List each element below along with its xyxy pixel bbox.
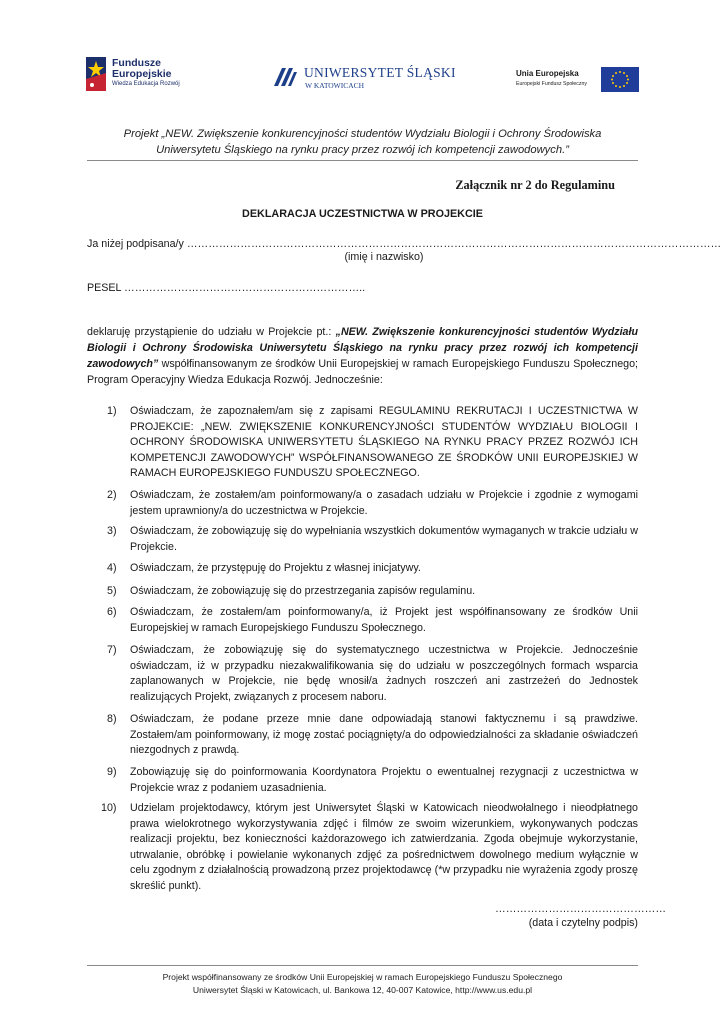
fe-star-icon (86, 57, 106, 91)
item-text: Udzielam projektodawcy, którym jest Uniwersytet Śląski w Katowicach nieodwołalnego i nieodpłatnego prawa wielokrotnego wykorzystywania zdjęć i filmów ze swoim wizerunkiem, wykonywanych podczas realizacji projektu, bez konieczności każdorazowego ich zatwierdzania. Zgoda obejmuje wykorzystanie, utrwalanie, obróbkę i powielanie wykonanych zdjęć za pośrednictwem dowolnego medium wyłącznie w celu zgodnym z działalnością prowadzoną przez projektodawcę (*w przypadku nie wyrażenia zgody proszę skreślić punkt). (130, 802, 638, 892)
footer-line2: Uniwersytet Śląski w Katowicach, ul. Bankowa 12, 40-007 Katowice, http://www.us.edu.pl (192, 985, 533, 995)
item-number: 9) (107, 766, 117, 778)
item-number: 3) (107, 525, 117, 537)
item-text: Zobowiązuję się do poinformowania Koordynatora Projektu o ewentualnej rezygnacji z uczestnictwa w Projekcie wraz z podaniem uzasadnienia. (130, 766, 638, 794)
fe-subtitle: Wiedza Edukacja Rozwój (112, 81, 180, 87)
project-header (90, 127, 635, 158)
item-text: Oświadczam, że zobowiązuję się do systematycznego uczestnictwa w Projekcie. Jednocześnie oświadczam, iż w przypadku niezakwalifikowania się do udziału w poszczególnych formach wsparcia zaplanowanych w Projekcie, nie będę wnosił/a żadnych roszczeń ani zastrzeżeń do Jednostek realizujących Projekt, związanych z procesem naboru. (130, 644, 638, 703)
item-number: 1) (107, 405, 117, 417)
header-divider (87, 160, 638, 161)
header-line2: Uniwersytetu Śląskiego na rynku pracy przez rozwój ich kompetencji zawodowych.” (156, 143, 569, 156)
fe-logo-text (112, 58, 172, 80)
pesel-field-line: PESEL ………………………………………………………….. (87, 282, 366, 294)
item-number: 5) (107, 585, 117, 597)
item-number: 10) (101, 802, 117, 814)
item-text: Oświadczam, że przystępuję do Projektu z własnej inicjatywy. (130, 562, 421, 574)
fundusze-europejskie-logo (86, 57, 196, 93)
item-number: 2) (107, 489, 117, 501)
item-number: 4) (107, 562, 117, 574)
signature-line: ………………………………………… (495, 903, 666, 915)
page-footer (87, 971, 638, 997)
intro-project-name: „NEW. Zwiększenie konkurencyjności studentów Wydziału Biologii i Ochrony Środowiska Uniwersytetu Śląskiego na rynku pracy przez rozwój ich kompetencji zawodowych” (87, 326, 638, 370)
footer-line1: Projekt współfinansowany ze środków Unii Europejskiej w ramach Europejskiego Funduszu Społecznego (162, 972, 563, 982)
item-text: Oświadczam, że podane przeze mnie dane odpowiadają stanowi faktycznemu i są prawdziwe. Zostałem/am poinformowany, iż mogę zostać pociągnięty/a do odpowiedzialności za składanie oświadczeń niezgodnych z prawdą. (130, 713, 638, 756)
eu-subtitle: Europejski Fundusz Społeczny (516, 81, 587, 87)
footer-divider (87, 965, 638, 966)
name-field-line: Ja niżej podpisana/y …………………………………………………………………………………………………………………………………… (87, 238, 722, 250)
annex-label: Załącznik nr 2 do Regulaminu (455, 178, 615, 192)
item-text: Oświadczam, że zobowiązuję się do przestrzegania zapisów regulaminu. (130, 585, 476, 597)
document-title: DEKLARACJA UCZESTNICTWA W PROJEKCIE (242, 208, 483, 220)
university-emblem-icon (272, 66, 298, 90)
item-number: 8) (107, 713, 117, 725)
eu-name: Unia Europejska (516, 69, 579, 78)
university-city: W KATOWICACH (305, 81, 365, 90)
item-text: Oświadczam, że zostałem/am poinformowany/a, iż Projekt jest współfinansowany ze środków Unii Europejskiej w ramach Europejskiego Funduszu Społecznego. (130, 606, 638, 634)
item-text: Oświadczam, że zostałem/am poinformowany/a o zasadach udziału w Projekcie i zgodnie z wymogami jestem uprawniony/a do uczestnictwa w Projekcie. (130, 489, 638, 517)
signature-caption: (data i czytelny podpis) (528, 917, 638, 929)
fe-line1: Fundusze (112, 57, 161, 69)
intro-lead: deklaruję przystąpienie do udziału w Projekcie pt.: (87, 326, 336, 338)
fe-line2: Europejskie (112, 68, 172, 80)
eu-flag-icon (601, 67, 639, 92)
university-name: UNIWERSYTET ŚLĄSKI (304, 65, 456, 80)
declaration-intro (87, 324, 638, 388)
item-number: 7) (107, 644, 117, 656)
item-number: 6) (107, 606, 117, 618)
intro-tail: współfinansowanym ze środków Unii Europejskiej w ramach Europejskiego Funduszu Społecznego; Program Operacyjny Wiedza Edukacja Rozwój. Jednocześnie: (87, 358, 638, 386)
item-text: Oświadczam, że zapoznałem/am się z zapisami REGULAMINU REKRUTACJI I UCZESTNICTWA W PROJEKCIE: „NEW. ZWIĘKSZENIE KONKURENCYJNOŚCI STUDENTÓW WYDZIAŁU BIOLOGII I OCHRONY ŚRODOWISKA UNIWERSYTETU ŚLĄSKIEGO NA RYNKU PRACY PRZEZ ROZWÓJ ICH KOMPETENCJI ZAWODOWYCH” WSPÓŁFINANSOWANEGO ZE ŚRODKÓW UNII EUROPEJSKIEJ W RAMACH EUROPEJSKIEGO FUNDUSZU SPOŁECZNEGO. (130, 405, 638, 479)
item-text: Oświadczam, że zobowiązuję się do wypełniania wszystkich dokumentów wymaganych w trakcie udziału w Projekcie. (130, 525, 638, 553)
uniwersytet-slaski-logo (272, 65, 456, 92)
header-line1: Projekt „NEW. Zwiększenie konkurencyjności studentów Wydziału Biologii i Ochrony Środowiska (123, 128, 602, 140)
unia-europejska-logo (516, 67, 640, 93)
name-field-caption: (imię i nazwisko) (344, 251, 424, 263)
